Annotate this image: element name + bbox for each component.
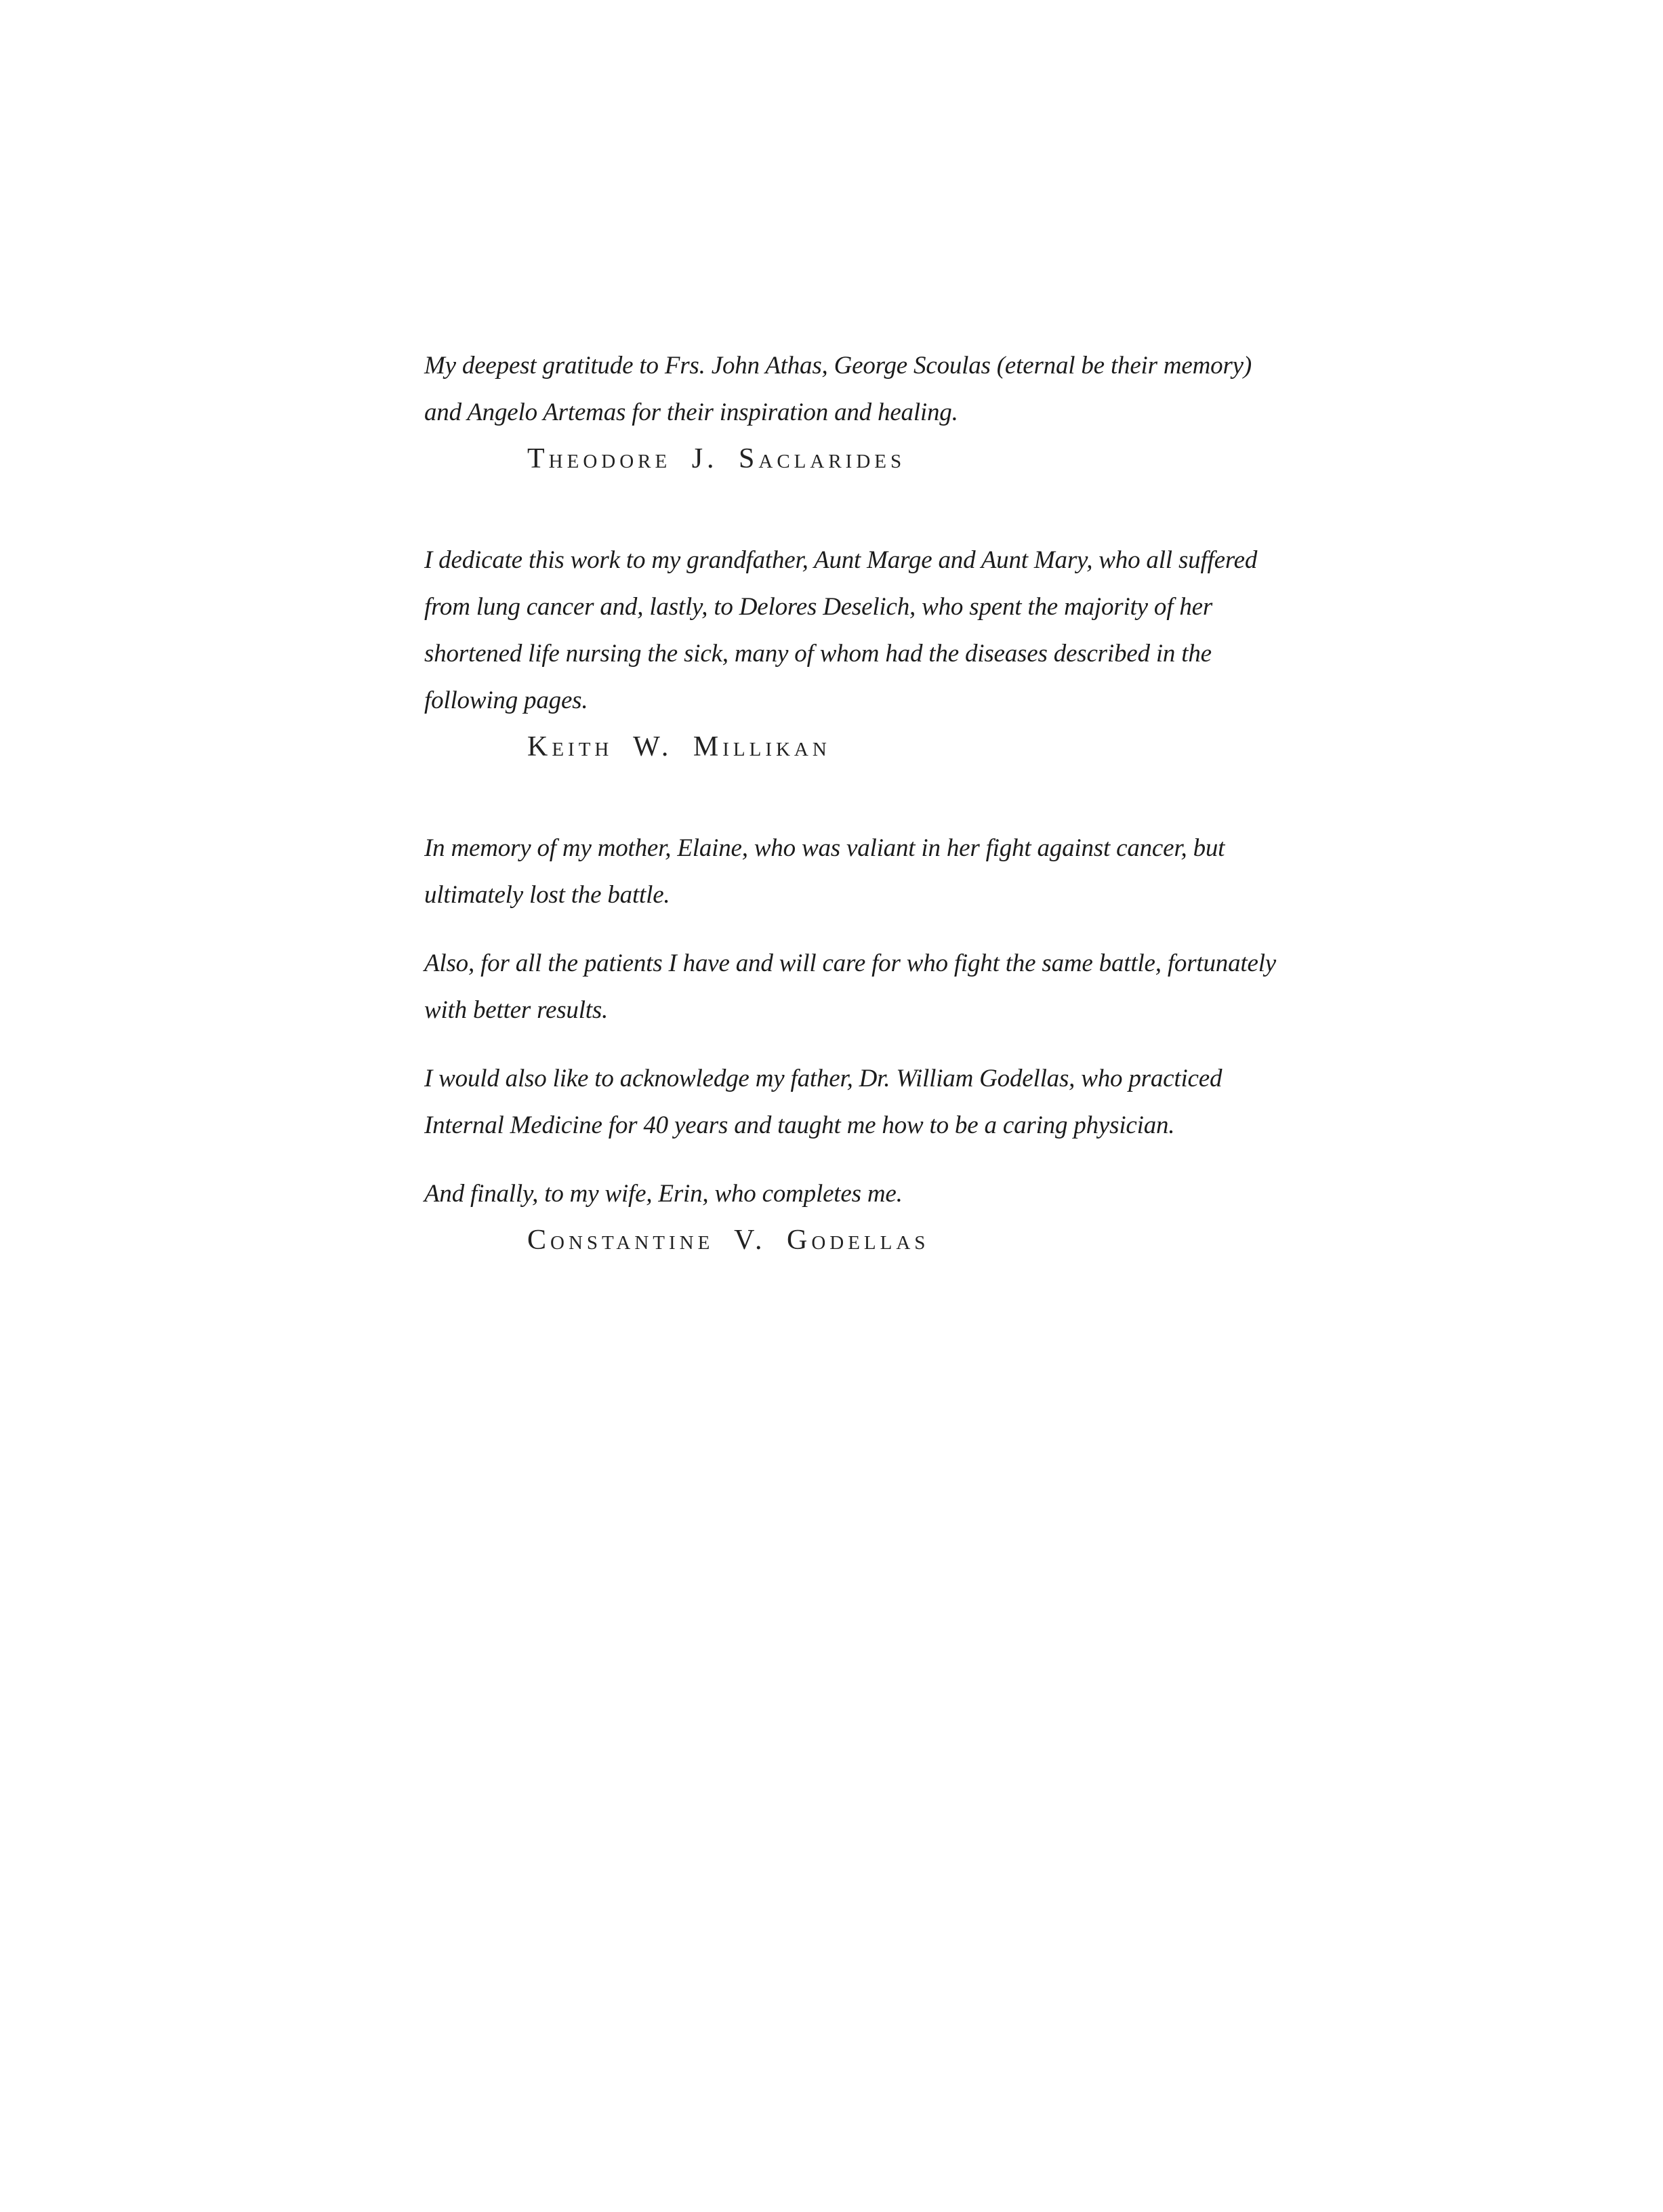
dedication-paragraph bbox=[424, 1170, 1298, 1217]
dedication-author-name: Theodore J. Saclarides bbox=[527, 443, 906, 474]
dedication-text-line: My deepest gratitude to Frs. John Athas, George Scoulas (eternal be their memory) bbox=[424, 352, 1252, 380]
dedication-text-line: following pages. bbox=[424, 687, 588, 714]
dedication-text-line: Also, for all the patients I have and will care for who fight the same battle, fortunately bbox=[424, 949, 1277, 977]
dedication-text-line: In memory of my mother, Elaine, who was valiant in her fight against cancer, but bbox=[424, 834, 1225, 862]
dedication-paragraph bbox=[424, 825, 1298, 918]
dedication-text-line: Internal Medicine for 40 years and taught me how to be a caring physician. bbox=[424, 1111, 1175, 1139]
dedication-author-name: Keith W. Millikan bbox=[527, 731, 831, 762]
dedication-section bbox=[424, 825, 1298, 1264]
dedication-text-line: I would also like to acknowledge my father, Dr. William Godellas, who practiced bbox=[424, 1065, 1223, 1092]
dedication-text-line: I dedicate this work to my grandfather, Aunt Marge and Aunt Mary, who all suffered bbox=[424, 546, 1258, 574]
dedication-content bbox=[424, 342, 1298, 1264]
dedication-text-line: from lung cancer and, lastly, to Delores Deselich, who spent the majority of her bbox=[424, 593, 1213, 621]
dedication-paragraph bbox=[424, 1055, 1298, 1149]
dedication-section bbox=[424, 342, 1298, 483]
dedication-text-line: shortened life nursing the sick, many of whom had the diseases described in the bbox=[424, 640, 1212, 668]
dedication-paragraph bbox=[424, 537, 1298, 724]
dedication-text-line: with better results. bbox=[424, 996, 609, 1024]
dedication-paragraph bbox=[424, 940, 1298, 1033]
dedication-section bbox=[424, 537, 1298, 771]
dedication-author-name: Constantine V. Godellas bbox=[527, 1225, 930, 1256]
dedication-text-line: and Angelo Artemas for their inspiration and healing. bbox=[424, 398, 958, 426]
dedication-text-line: ultimately lost the battle. bbox=[424, 881, 670, 909]
dedication-paragraph bbox=[424, 342, 1298, 436]
dedication-text-line: And finally, to my wife, Erin, who completes me. bbox=[424, 1180, 903, 1208]
